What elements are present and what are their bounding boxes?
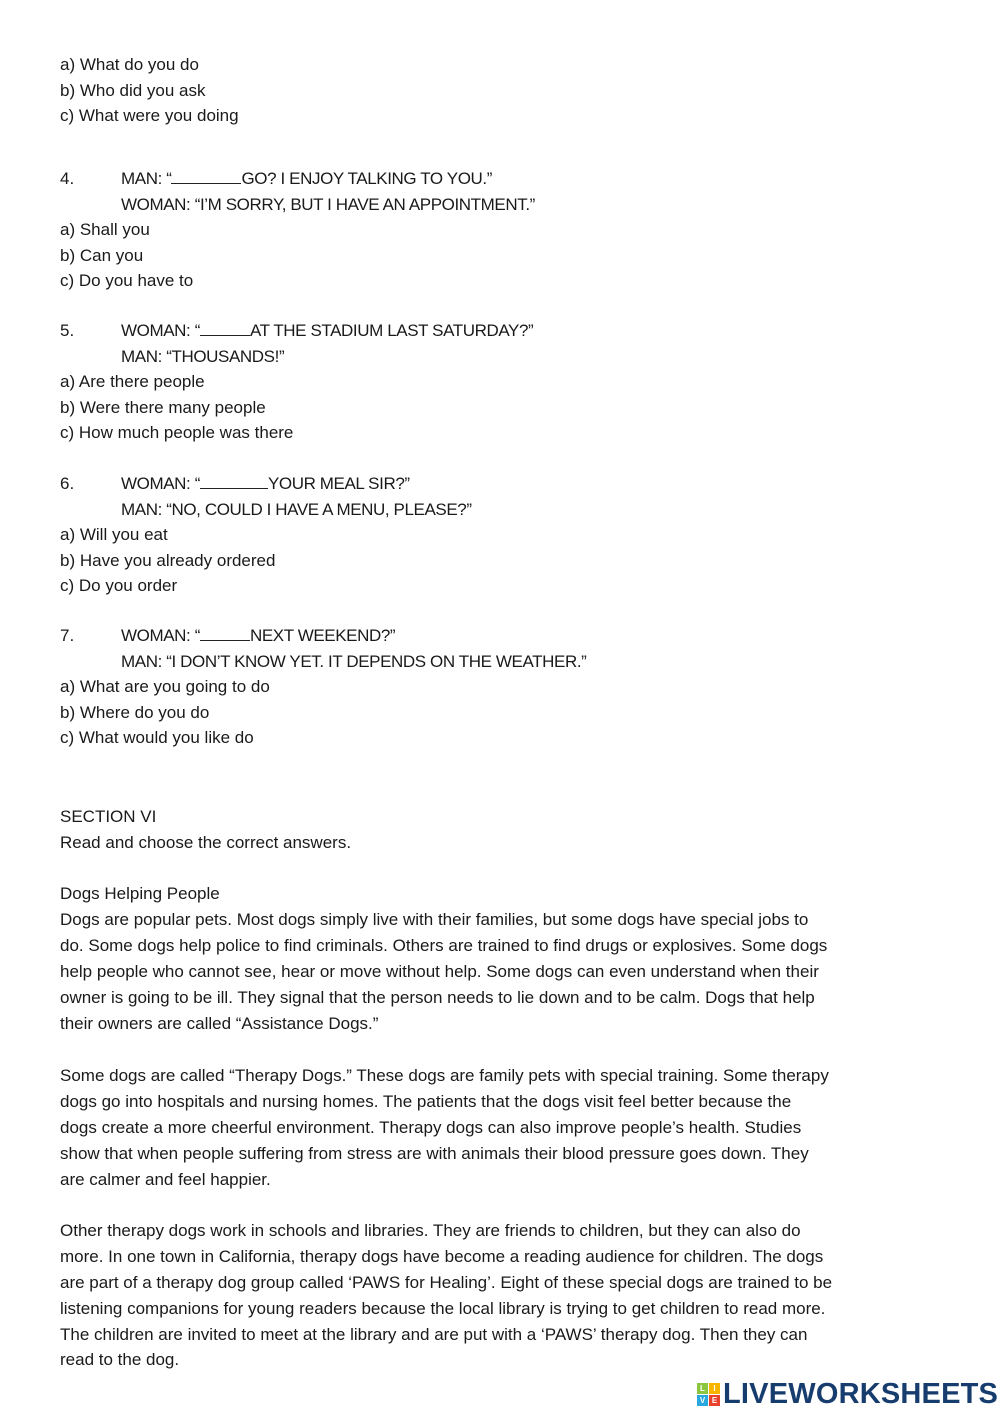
logo-text: LIVEWORKSHEETS [723, 1378, 999, 1410]
paragraph-line: Other therapy dogs work in schools and libraries. They are friends to children, but they can also do [60, 1221, 801, 1240]
option: c) What would you like do [60, 728, 254, 748]
prompt-before: MAN: “ [121, 169, 172, 188]
reading-paragraph [60, 1063, 829, 1192]
question-prompt [121, 166, 492, 192]
paragraph-line: dogs create a more cheerful environment. Therapy dogs can also improve people’s health. Studies [60, 1117, 802, 1137]
question-response: MAN: “I DON’T KNOW YET. IT DEPENDS ON THE WEATHER.” [121, 651, 587, 671]
paragraph-line: their owners are called “Assistance Dogs.” [60, 1013, 379, 1033]
paragraph-line: are part of a therapy dog group called ‘PAWS for Healing’. Eight of these special dogs are trained to be [60, 1272, 833, 1292]
paragraph-line: help people who cannot see, hear or move without help. Some dogs can even understand when their [60, 961, 819, 981]
paragraph-line: are calmer and feel happier. [60, 1169, 271, 1189]
option: b) Can you [60, 245, 144, 265]
section-header [60, 804, 351, 855]
answer-blank [200, 471, 268, 489]
option: c) How much people was there [60, 423, 294, 443]
option: a) Are there people [60, 372, 205, 392]
prompt-after: YOUR MEAL SIR?” [267, 474, 410, 493]
prompt-before: WOMAN: “ [121, 474, 200, 493]
paragraph-line: dogs go into hospitals and nursing homes. The patients that the dogs visit feel better because the [60, 1091, 792, 1111]
question-number: 6. [60, 474, 75, 493]
paragraph-line: owner is going to be ill. They signal that the person needs to lie down and to be calm. Dogs that help [60, 987, 815, 1007]
paragraph-line: show that when people suffering from stress are with animals their blood pressure goes down. They [60, 1143, 809, 1163]
reading-title [60, 881, 220, 907]
logo-tile-icon: V [697, 1395, 708, 1406]
logo-tiles-icon [697, 1383, 720, 1406]
paragraph-line: The children are invited to meet at the library and are put with a ‘PAWS’ therapy dog. Then they can [60, 1324, 808, 1344]
question-prompt [121, 318, 533, 344]
option: c) Do you have to [60, 271, 194, 291]
answer-blank [200, 318, 250, 336]
option: a) What do you do [60, 55, 199, 74]
reading-title-text: Dogs Helping People [60, 884, 220, 903]
paragraph-line: listening companions for young readers because the local library is trying to get children to read more. [60, 1298, 826, 1318]
question-block [60, 623, 586, 751]
option: b) Were there many people [60, 397, 266, 417]
question-number: 5. [60, 321, 75, 340]
option: a) Will you eat [60, 525, 168, 545]
prompt-after: NEXT WEEKEND?” [249, 626, 396, 645]
section-instruction: Read and choose the correct answers. [60, 832, 352, 852]
question-prompt [121, 623, 395, 649]
paragraph-line: Some dogs are called “Therapy Dogs.” These dogs are family pets with special training. Some therapy [60, 1066, 829, 1085]
prompt-before: WOMAN: “ [121, 626, 200, 645]
logo-tile-icon: L [697, 1383, 708, 1394]
paragraph-line: more. In one town in California, therapy dogs have become a reading audience for children. The dogs [60, 1246, 824, 1266]
question-response: MAN: “THOUSANDS!” [121, 346, 285, 366]
question-line [60, 623, 586, 649]
question-line [60, 318, 533, 344]
answer-blank [200, 623, 250, 641]
question-line [60, 471, 472, 497]
question-response: WOMAN: “I’M SORRY, BUT I HAVE AN APPOINTMENT.” [121, 194, 535, 214]
prompt-after: AT THE STADIUM LAST SATURDAY?” [249, 321, 534, 340]
paragraph-line: do. Some dogs help police to find criminals. Others are trained to find drugs or explosives. Some dogs [60, 935, 828, 955]
reading-paragraph [60, 907, 827, 1036]
option: b) Have you already ordered [60, 550, 276, 570]
option: b) Who did you ask [60, 80, 206, 100]
answer-blank [171, 166, 241, 184]
question-block [60, 471, 472, 599]
option: c) Do you order [60, 576, 178, 596]
reading-paragraph [60, 1218, 832, 1373]
logo-tile-icon: I [709, 1383, 720, 1394]
question-3-options [60, 52, 239, 129]
section-title: SECTION VI [60, 807, 157, 826]
logo-tile-icon: E [709, 1395, 720, 1406]
question-number: 7. [60, 626, 75, 645]
option: c) What were you doing [60, 106, 239, 126]
question-block [60, 318, 533, 446]
option: a) Shall you [60, 220, 150, 240]
paragraph-line: Dogs are popular pets. Most dogs simply live with their families, but some dogs have special jobs to [60, 910, 809, 929]
prompt-before: WOMAN: “ [121, 321, 200, 340]
question-response: MAN: “NO, COULD I HAVE A MENU, PLEASE?” [121, 499, 472, 519]
paragraph-line: read to the dog. [60, 1350, 180, 1370]
option: a) What are you going to do [60, 677, 270, 697]
question-block [60, 166, 535, 294]
question-prompt [121, 471, 410, 497]
question-line [60, 166, 535, 192]
question-number: 4. [60, 169, 75, 188]
liveworksheets-logo [697, 1378, 998, 1411]
prompt-after: GO? I ENJOY TALKING TO YOU.” [241, 169, 492, 188]
option: b) Where do you do [60, 702, 210, 722]
